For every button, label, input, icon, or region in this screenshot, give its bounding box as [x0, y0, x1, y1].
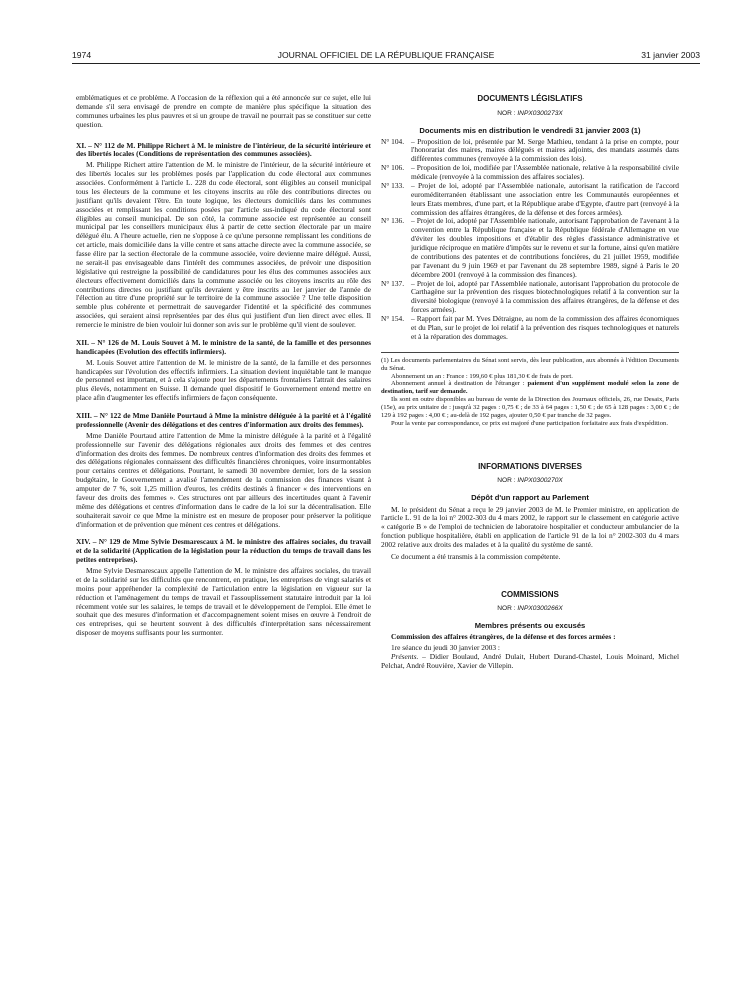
- footnote-rule: [381, 352, 679, 353]
- question-title: XI. – N° 112 de M. Philippe Richert à M. le ministre de l'intérieur, de la sécurité intérieure et des libertés locales (Conditions de représentation des communes associées).: [76, 140, 371, 159]
- nor-reference: NOR : INPX0300273X: [497, 109, 563, 117]
- page-number: 1974: [72, 50, 92, 60]
- question-title: XII. – N° 126 de M. Louis Souvet à M. le ministre de la santé, de la famille et des personnes handicapées (Evolution des effectifs infirmiers).: [76, 337, 371, 356]
- subscription-price: Abonnement un an : France : 199,60 € plus 181,30 € de frais de port.: [391, 372, 573, 380]
- question-body: Mme Sylvie Desmarescaux appelle l'attention de M. le ministre des affaires sociales, du travail et de la solidarité sur les difficultés que rencontrent, en pratique, les entreprises de vingt salariés et moins pour appréhender la complexité de l'articulation entre la législation en vigueur sur la réduction et l'aménagement du temps de travail et l'assouplissement statutaire introduit par la loi récemment votée sur les salaires, le temps de travail et le développement de l'emploi. Elle émet le souhait que des mesures d'information et d'accompagnement soient mises en œuvre à l'endroit de ces entreprises, qui se heurtent souvent à des difficultés d'interprétation sans nécessairement disposer de moyens suffisants pour les surmonter.: [76, 566, 371, 638]
- question-body: M. Louis Souvet attire l'attention de M. le ministre de la santé, de la famille et des personnes handicapées sur l'évolution des effectifs infirmiers. La situation devient inquiétable tant le manque de personnel est important, et à cela s'ajoute pour les départements frontaliers l'attrait des salaires plus élevés, notamment en Suisse. Il demande quel dispositif le Gouvernement entend mettre en place afin d'augmenter les effectifs infirmiers de façon conséquente.: [76, 357, 371, 403]
- left-column: [76, 94, 371, 638]
- document-item: N° 137. – Projet de loi, adopté par l'Assemblée nationale, autorisant l'approbation du protocole de Carthagène sur la prévention des risques biotechnologiques relatif à la convention sur la diversité biologique (renvoyé à la commission des affaires étrangères, de la défense et des forces armées).: [381, 278, 679, 315]
- documents-subheading: Documents mis en distribution le vendredi 31 janvier 2003 (1): [419, 125, 641, 135]
- journal-title: JOURNAL OFFICIEL DE LA RÉPUBLIQUE FRANÇAISE: [277, 50, 495, 60]
- commissions-subheading: Membres présents ou excusés: [474, 621, 586, 631]
- nor-reference: NOR : INPX0300270X: [497, 477, 563, 485]
- document-item: N° 133. – Projet de loi, adopté par l'Assemblée nationale, autorisant la ratification de l'accord euroméditerranéen établissant une association entre les Communautés européennes et leurs Etats membres, d'une part, et la République arabe d'Egypte, d'autre part (renvoyé à la commission des affaires étrangères, de la défense et des forces armées).: [381, 180, 679, 217]
- header-rule: [72, 63, 700, 64]
- document-item: N° 154. – Rapport fait par M. Yves Détraigne, au nom de la commission des affaires économiques et du Plan, sur le projet de loi relatif à la prévention des risques technologiques et naturels et à la réparation des dommages.: [381, 314, 679, 341]
- question-body: M. Philippe Richert attire l'attention de M. le ministre de l'intérieur, de la sécurité intérieure et des libertés locales sur les problèmes posés par l'application du code électoral aux communes associées. Conformément à l'article L. 228 du code électoral, sont éligibles au conseil municipal tous les électeurs de la commune et les citoyens inscrits au rôle des contributions directes ou justifiant qu'ils devaient l'être. En toute logique, les électeurs domiciliés dans les communes associées et remplissant les conditions posées par l'article sus-indiqué du code électoral sont éligibles au conseil municipal. De son côté, la commune associée est représentée au conseil municipal par les conseillers municipaux élus à partir de cette section électorale par un maire délégué élu. A l'heure actuelle, rien ne s'oppose à ce qu'une personne remplissant les conditions de cet article, mais domiciliée dans la ville centre et sans attache directe avec la commune associée, se fasse élire par la section électorale de la commune associée, voire devienne maire délégué. Aussi, ne serait-il pas envisageable dans l'intérêt des communes associées, de prévoir une disposition législative qui restreigne la possibilité de candidatures pour les élus des communes associées aux électeurs effectivement domiciliés dans la commune associée ou les citoyens inscrits au rôle des contributions directes ou justifiant qu'ils devraient y être inscrits au 1er janvier de l'année de l'élection au titre d'une propriété sur le territoire de la commune associée ? Une telle disposition semble plus cohérente et permettrait de sauvegarder l'identité et la spécificité des communes associées, qui seraient ainsi représentées par des élus qui justifient d'un lien direct avec elles. Il remercie le ministre de bien vouloir lui donner son avis sur le problème qu'il vient de soulever.: [76, 160, 371, 329]
- present-members: Présents. – Didier Boulaud, André Dulait, Hubert Durand-Chastel, Louis Moinard, Michel Pelchat, André Rouvière, Xavier de Villepin.: [381, 652, 679, 670]
- section-heading-informations: INFORMATIONS DIVERSES: [478, 461, 582, 471]
- mail-order-note: Pour la vente par correspondance, ce prix est majoré d'une participation forfaitaire aux frais d'expédition.: [391, 419, 669, 427]
- section-heading-documents: DOCUMENTS LÉGISLATIFS: [477, 94, 583, 103]
- document-item: N° 136. – Projet de loi, adopté par l'Assemblée nationale, autorisant l'approbation de l'avenant à la convention entre la République française et la République fédérale d'Allemagne en vue d'éviter les doubles impositions et d'établir des règles d'assistance administrative et juridique réciproque en matière d'impôts sur le revenu et sur la fortune, ainsi qu'en matière de contributions des patentes et de contributions foncières, du 21 juillet 1959, modifiée par l'avenant du 9 juin 1969 et par l'avenant du 28 septembre 1989, signé à Paris le 20 décembre 2001 (renvoyé à la commission des finances).: [381, 216, 679, 279]
- issue-date: 31 janvier 2003: [641, 50, 700, 60]
- question-body: Mme Danièle Pourtaud attire l'attention de Mme la ministre déléguée à la parité et à l'égalité professionnelle sur l'avenir des délégations régionales aux droits des femmes et des centres d'information des droits des femmes. De nombreux centres d'information des droits des femmes et des délégations régionales connaissent des difficultés financières chroniques, voire insurmontables pour certains centres et délégations. Pourtant, le samedi 30 novembre dernier, lors de la session budgétaire, le Gouvernement a avalisé l'amendement de la commission des finances visant à amputer de 7 %, soit 1,25 million d'euros, les crédits destinés à financer « des interventions en faveur des droits des femmes ». Ces structures ont par ailleurs des incertitudes quant à l'avenir même des délégations et centres d'information dans le cadre de la loi sur la décentralisation. Elle souhaiterait savoir ce que Mme la ministre est en mesure de proposer pour préserver la politique d'information et de prévention que mènent ces centres et délégations.: [76, 430, 371, 529]
- commission-name: Commission des affaires étrangères, de la défense et des forces armées :: [391, 632, 616, 642]
- question-title: XIV. – N° 129 de Mme Sylvie Desmarescaux à M. le ministre des affaires sociales, du travail et de la solidarité (Application de la législation pour la réduction du temps de travail dans les petites entreprises).: [76, 537, 371, 565]
- informations-subheading: Dépôt d'un rapport au Parlement: [471, 493, 589, 503]
- right-column: [381, 94, 679, 671]
- nor-reference: NOR : INPX0300266X: [497, 605, 563, 613]
- question-title: XIII. – N° 122 de Mme Danièle Pourtaud à Mme la ministre déléguée à la parité et à l'égalité professionnelle (Avenir des délégations et des centres d'information aux droits des femmes).: [76, 411, 371, 429]
- footnote: (1) Les documents parlementaires du Sénat sont servis, dès leur publication, aux abonnés à l'édition Documents du Sénat.: [381, 356, 679, 372]
- page-header: [72, 50, 700, 64]
- document-item: N° 106. – Proposition de loi, modifiée par l'Assemblée nationale, relative à la responsabilité civile médicale (renvoyée à la commission des affaires sociales).: [381, 163, 679, 182]
- footnotes: [381, 357, 679, 428]
- section-heading-commissions: COMMISSIONS: [501, 589, 559, 599]
- sales-prices: Ils sont en outre disponibles au bureau de vente de la Direction des Journaux officiels, 26, rue Desaix, Paris (15e), au prix unitaire de : jusqu'à 32 pages : 0,75 € ; de 33 à 64 pages : 1,50 € ; de 65 à 128 pages : 3,00 € ; de 129 à 192 pages : 4,00 € ; au-delà de 192 pages, ajouter 0,50 € par tranche de 32 pages.: [381, 396, 679, 420]
- transmitted-note: Ce document a été transmis à la commission compétente.: [391, 551, 561, 561]
- intro-paragraph: emblématiques et ce problème. A l'occasion de la réflexion qui a été annoncée sur ce sujet, elle lui demande s'il sera envisagé de prendre en compte de manière plus spécifique la situation des communes urbaines les plus pauvres et si un groupe de travail ne pourrait pas se constituer sur cette question.: [76, 93, 371, 129]
- document-item: N° 104. – Proposition de loi, présentée par M. Serge Mathieu, tendant à la prise en compte, pour l'honorariat des maires, maires délégués et maires adjoints, des mandats assumés dans différentes communes (renvoyée à la commission des lois).: [381, 136, 679, 164]
- session-date: 1re séance du jeudi 30 janvier 2003 :: [391, 643, 500, 653]
- report-body: M. le président du Sénat a reçu le 29 janvier 2003 de M. le Premier ministre, en application de l'article L. 91 de la loi n° 2002-303 du 4 mars 2002, le rapport sur le classement en catégorie active « catégorie B » de l'emploi de technicien de laboratoire hospitalier et conducteur ambulancier de la fonction publique hospitalière, établi en application de l'article 91 de la loi n° 2002-303 du 4 mars 2002 relative aux droits des malades et à la qualité du système de santé.: [381, 504, 679, 549]
- foreign-subscription: Abonnement annuel à destination de l'étranger : paiement d'un supplément modulé selon la zone de destination, tarif sur demande.: [381, 380, 679, 396]
